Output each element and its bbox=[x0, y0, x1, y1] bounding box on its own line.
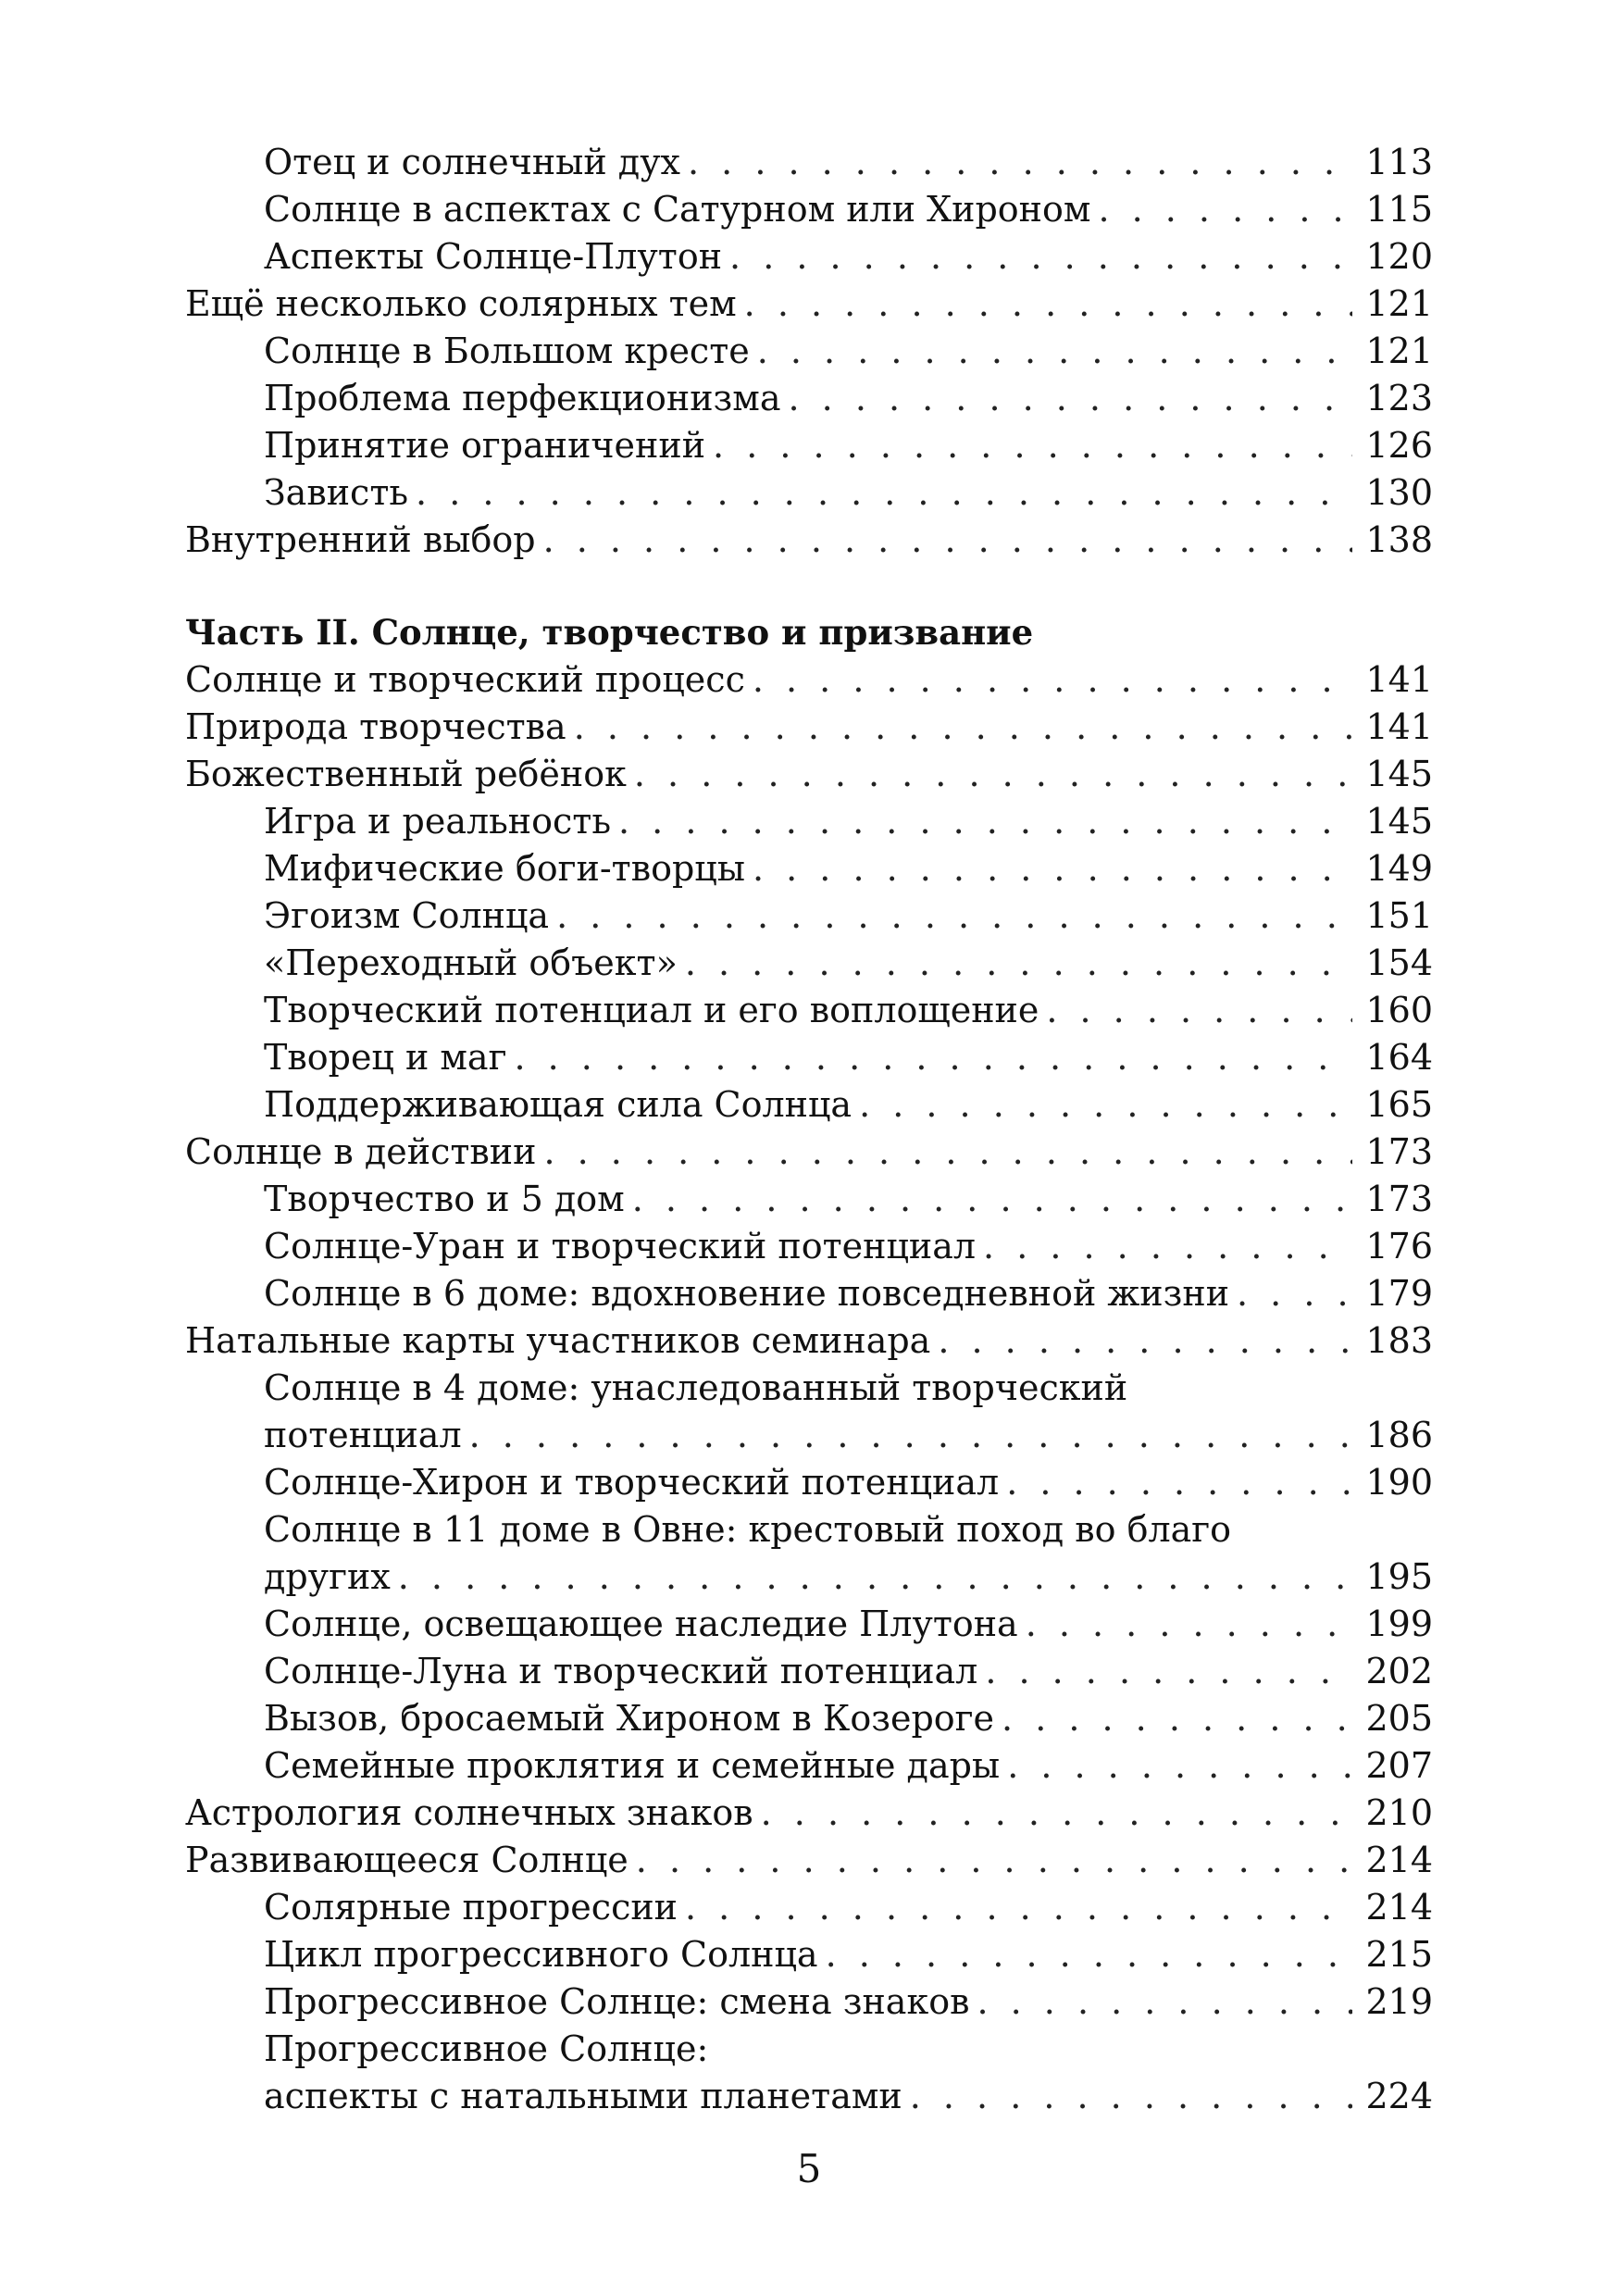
page-number: 5 bbox=[796, 2146, 822, 2191]
toc-entry-title: Развивающееся Солнце bbox=[185, 1840, 629, 1880]
toc-entry-title: Солнце-Хирон и творческий потенциал bbox=[264, 1462, 1000, 1503]
toc-entry-page: 215 bbox=[1365, 1934, 1433, 1975]
toc-entry-page: 126 bbox=[1365, 425, 1433, 466]
toc-leader-dots bbox=[729, 233, 1352, 281]
toc-entry bbox=[185, 2073, 1433, 2120]
toc-entry bbox=[185, 1790, 1433, 1837]
toc-entry-page: 214 bbox=[1365, 1887, 1433, 1928]
toc-entry bbox=[185, 233, 1433, 281]
toc-entry bbox=[185, 1270, 1433, 1317]
toc-entry bbox=[185, 1601, 1433, 1648]
toc-entry-page: 173 bbox=[1365, 1179, 1433, 1219]
toc-entry-page: 160 bbox=[1365, 990, 1433, 1030]
toc-entry-page: 183 bbox=[1365, 1320, 1433, 1361]
toc-entry-page: 151 bbox=[1365, 895, 1433, 936]
toc-leader-dots bbox=[938, 1317, 1352, 1365]
toc-leader-dots bbox=[757, 328, 1353, 375]
toc-entry-page: 123 bbox=[1365, 378, 1433, 418]
toc-entry-page: 120 bbox=[1365, 236, 1433, 277]
toc-entry bbox=[185, 139, 1433, 186]
toc-entry-page: 195 bbox=[1365, 1556, 1433, 1597]
toc-leader-dots bbox=[685, 940, 1353, 987]
toc-entry bbox=[185, 1648, 1433, 1695]
toc-entry-page: 115 bbox=[1365, 189, 1433, 230]
toc-entry-title: Прогрессивное Солнце: смена знаков bbox=[264, 1981, 970, 2022]
toc-entry bbox=[185, 892, 1433, 940]
toc-entry-page: 113 bbox=[1365, 142, 1433, 182]
toc-entry-title: Семейные проклятия и семейные дары bbox=[264, 1745, 1001, 1786]
toc-entry-title: Прогрессивное Солнце: bbox=[264, 2028, 709, 2069]
toc-entry-page: 145 bbox=[1365, 754, 1433, 794]
toc-entry-title: Солярные прогрессии bbox=[264, 1887, 678, 1928]
toc-leader-dots bbox=[543, 1129, 1352, 1176]
toc-leader-dots bbox=[685, 1884, 1352, 1931]
toc-leader-dots bbox=[636, 1837, 1353, 1884]
toc-entry-page: 145 bbox=[1365, 801, 1433, 842]
toc-leader-dots bbox=[753, 656, 1353, 704]
toc-leader-dots bbox=[1006, 1459, 1352, 1506]
toc-entry bbox=[185, 469, 1433, 517]
toc-entry-title: Солнце, освещающее наследие Плутона bbox=[264, 1603, 1018, 1644]
toc-entry bbox=[185, 517, 1433, 564]
toc-entry-page: 121 bbox=[1365, 331, 1433, 371]
toc-entry bbox=[185, 1129, 1433, 1176]
toc-entry-title: Солнце в 6 доме: вдохновение повседневной жизни bbox=[264, 1273, 1230, 1314]
toc-entry-page: 214 bbox=[1365, 1840, 1433, 1880]
toc-entry-title: Солнце и творческий процесс bbox=[185, 659, 745, 700]
toc-leader-dots bbox=[469, 1412, 1353, 1459]
toc-leader-dots bbox=[985, 1648, 1352, 1695]
toc-leader-dots bbox=[910, 2073, 1353, 2120]
toc-entry bbox=[185, 328, 1433, 375]
toc-entry-title: Внутренний выбор bbox=[185, 519, 536, 560]
toc-entry-title: Принятие ограничений bbox=[264, 425, 706, 466]
toc-entry-title: потенциал bbox=[264, 1415, 462, 1455]
toc-entry-title: Солнце в аспектах с Сатурном или Хироном bbox=[264, 189, 1091, 230]
toc-entry-page: 141 bbox=[1365, 659, 1433, 700]
table-of-contents bbox=[185, 139, 1433, 2120]
toc-entry bbox=[185, 375, 1433, 422]
toc-entry-page: 138 bbox=[1365, 519, 1433, 560]
toc-entry bbox=[185, 186, 1433, 233]
toc-section-part1-tail bbox=[185, 139, 1433, 564]
toc-leader-dots bbox=[618, 798, 1352, 845]
toc-leader-dots bbox=[983, 1223, 1352, 1270]
toc-entry bbox=[185, 1459, 1433, 1506]
toc-entry-title: «Переходный объект» bbox=[264, 942, 678, 983]
toc-entry-page: 190 bbox=[1365, 1462, 1433, 1503]
toc-entry bbox=[185, 845, 1433, 892]
toc-entry-title: Солнце-Луна и творческий потенциал bbox=[264, 1651, 978, 1691]
toc-entry-title: Мифические боги-творцы bbox=[264, 848, 745, 889]
toc-entry bbox=[185, 751, 1433, 798]
toc-leader-dots bbox=[632, 1176, 1353, 1223]
toc-leader-dots bbox=[514, 1034, 1352, 1081]
toc-entry-title: Проблема перфекционизма bbox=[264, 378, 781, 418]
toc-entry-page: 202 bbox=[1365, 1651, 1433, 1691]
toc-leader-dots bbox=[789, 375, 1353, 422]
toc-entry-title: аспекты с натальными планетами bbox=[264, 2076, 902, 2116]
toc-leader-dots bbox=[753, 845, 1352, 892]
toc-entry-page: 207 bbox=[1365, 1745, 1433, 1786]
toc-entry bbox=[185, 1695, 1433, 1742]
toc-leader-dots bbox=[543, 517, 1353, 564]
toc-leader-dots bbox=[744, 281, 1353, 328]
toc-entry-title: Творческий потенциал и его воплощение bbox=[264, 990, 1039, 1030]
section-gap bbox=[185, 564, 1433, 609]
toc-entry-page: 130 bbox=[1365, 472, 1433, 513]
toc-entry bbox=[185, 1978, 1433, 2026]
toc-entry-title: Эгоизм Солнца bbox=[264, 895, 550, 936]
toc-entry bbox=[185, 422, 1433, 469]
toc-entry bbox=[185, 798, 1433, 845]
toc-entry-title: Солнце-Уран и творческий потенциал bbox=[264, 1226, 977, 1267]
toc-entry bbox=[185, 1081, 1433, 1129]
toc-leader-dots bbox=[1237, 1270, 1352, 1317]
toc-entry bbox=[185, 1742, 1433, 1790]
toc-entry-page: 164 bbox=[1365, 1037, 1433, 1078]
part-title: Часть II. Солнце, творчество и призвание bbox=[185, 612, 1034, 653]
toc-entry-title: Отец и солнечный дух bbox=[264, 142, 680, 182]
toc-entry bbox=[185, 940, 1433, 987]
toc-leader-dots bbox=[416, 469, 1352, 517]
toc-entry-page: 186 bbox=[1365, 1415, 1433, 1455]
toc-entry-page: 199 bbox=[1365, 1603, 1433, 1644]
toc-leader-dots bbox=[1098, 186, 1352, 233]
toc-entry-title: Природа творчества bbox=[185, 706, 566, 747]
toc-entry-title: Аспекты Солнце-Плутон bbox=[264, 236, 723, 277]
toc-entry-page: 121 bbox=[1365, 283, 1433, 324]
toc-leader-dots bbox=[826, 1931, 1353, 1978]
toc-entry bbox=[185, 1554, 1433, 1601]
toc-entry-page: 179 bbox=[1365, 1273, 1433, 1314]
toc-entry bbox=[185, 2026, 1433, 2073]
toc-entry bbox=[185, 1034, 1433, 1081]
toc-leader-dots bbox=[1007, 1742, 1352, 1790]
toc-entry-page: 154 bbox=[1365, 942, 1433, 983]
toc-entry bbox=[185, 1317, 1433, 1365]
toc-leader-dots bbox=[713, 422, 1352, 469]
toc-entry bbox=[185, 281, 1433, 328]
toc-entry-page: 176 bbox=[1365, 1226, 1433, 1267]
toc-leader-dots bbox=[977, 1978, 1352, 2026]
toc-entry-title: Цикл прогрессивного Солнца bbox=[264, 1934, 818, 1975]
toc-entry-title: Солнце в 4 доме: унаследованный творческий bbox=[264, 1367, 1128, 1408]
toc-entry bbox=[185, 656, 1433, 704]
toc-entry-title: Творец и маг bbox=[264, 1037, 507, 1078]
toc-entry-page: 165 bbox=[1365, 1084, 1433, 1125]
toc-entry-title: других bbox=[264, 1556, 391, 1597]
toc-leader-dots bbox=[1026, 1601, 1353, 1648]
toc-entry-title: Игра и реальность bbox=[264, 801, 612, 842]
toc-entry-title: Ещё несколько солярных тем bbox=[185, 283, 737, 324]
toc-entry-title: Солнце в Большом кресте bbox=[264, 331, 750, 371]
toc-entry bbox=[185, 1365, 1433, 1412]
toc-entry-page: 224 bbox=[1365, 2076, 1433, 2116]
toc-entry-page: 210 bbox=[1365, 1792, 1433, 1833]
toc-leader-dots bbox=[1002, 1695, 1352, 1742]
toc-leader-dots bbox=[574, 704, 1353, 751]
toc-section-part2 bbox=[185, 656, 1433, 2120]
toc-entry-title: Натальные карты участников семинара bbox=[185, 1320, 931, 1361]
toc-entry-page: 141 bbox=[1365, 706, 1433, 747]
toc-entry bbox=[185, 1884, 1433, 1931]
toc-entry bbox=[185, 987, 1433, 1034]
toc-entry-title: Солнце в действии bbox=[185, 1131, 537, 1172]
toc-leader-dots bbox=[1046, 987, 1352, 1034]
toc-entry-title: Вызов, бросаемый Хироном в Козероге bbox=[264, 1698, 995, 1739]
toc-entry bbox=[185, 704, 1433, 751]
toc-entry bbox=[185, 1931, 1433, 1978]
toc-entry-title: Творчество и 5 дом bbox=[264, 1179, 625, 1219]
toc-leader-dots bbox=[761, 1790, 1353, 1837]
toc-leader-dots bbox=[688, 139, 1352, 186]
toc-entry bbox=[185, 1837, 1433, 1884]
toc-entry-title: Поддерживающая сила Солнца bbox=[264, 1084, 853, 1125]
toc-entry bbox=[185, 1176, 1433, 1223]
toc-entry-page: 173 bbox=[1365, 1131, 1433, 1172]
toc-leader-dots bbox=[859, 1081, 1352, 1129]
toc-entry bbox=[185, 1412, 1433, 1459]
toc-entry-page: 219 bbox=[1365, 1981, 1433, 2022]
toc-entry-title: Солнце в 11 доме в Овне: крестовый поход во благо bbox=[264, 1509, 1232, 1550]
toc-entry bbox=[185, 1223, 1433, 1270]
toc-entry-title: Божественный ребёнок bbox=[185, 754, 627, 794]
toc-entry-page: 205 bbox=[1365, 1698, 1433, 1739]
toc-entry-page: 149 bbox=[1365, 848, 1433, 889]
toc-leader-dots bbox=[398, 1554, 1353, 1601]
toc-entry bbox=[185, 1506, 1433, 1554]
toc-entry-title: Астрология солнечных знаков bbox=[185, 1792, 753, 1833]
toc-leader-dots bbox=[634, 751, 1353, 798]
toc-entry-title: Зависть bbox=[264, 472, 409, 513]
toc-leader-dots bbox=[556, 892, 1352, 940]
